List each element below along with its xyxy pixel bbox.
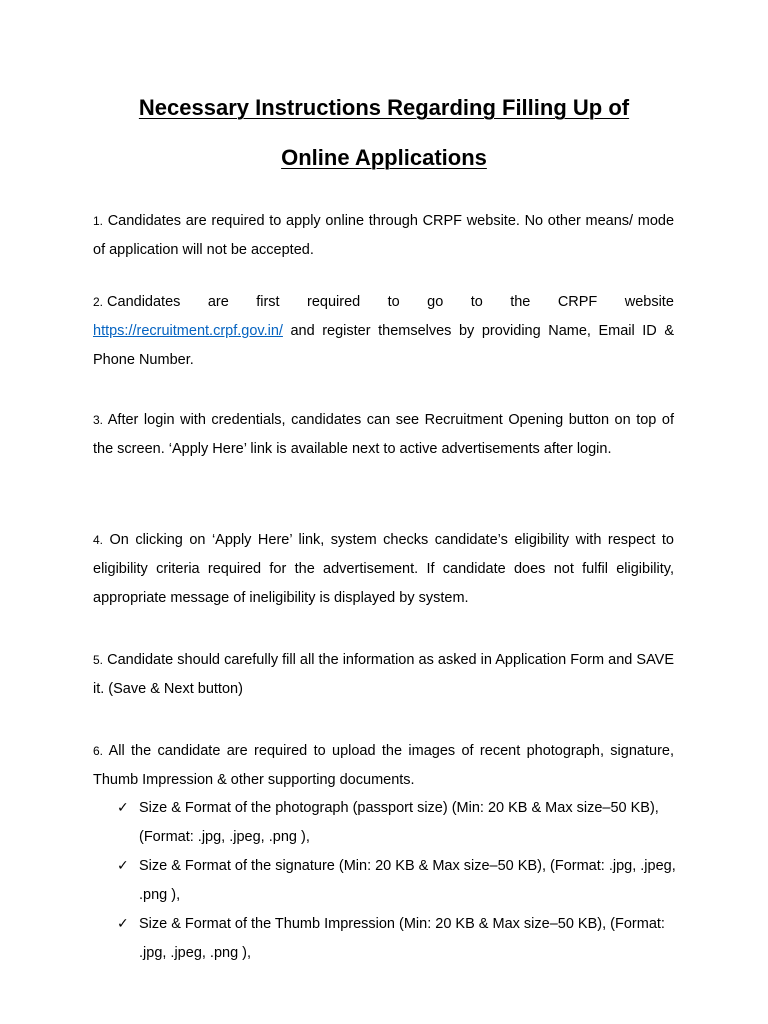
- item-2-rest: [93, 317, 674, 375]
- item-word: Candidates: [107, 294, 181, 310]
- item-text: Candidate should carefully fill all the information as asked in Application Form and SAVE it. (Save & Next button): [93, 652, 675, 697]
- checklist-text: Size & Format of the signature (Min: 20 KB & Max size–50 KB), (Format: .jpg, .jpeg, .png ),: [139, 858, 676, 903]
- instruction-item-4: [93, 526, 674, 613]
- item-word: are: [207, 294, 229, 310]
- item-number: 3.: [93, 413, 104, 427]
- item-word: website: [624, 294, 674, 310]
- upload-requirements-list: [117, 794, 687, 968]
- item-number: 2.: [93, 295, 104, 309]
- check-mark-icon: ✓: [117, 858, 129, 874]
- item-word: to: [470, 294, 483, 310]
- item-word: first: [256, 294, 280, 310]
- checklist-item: [117, 852, 687, 910]
- item-number: 6.: [93, 744, 104, 758]
- item-word: the: [510, 294, 531, 310]
- item-number: 5.: [93, 653, 104, 667]
- item-text: After login with credentials, candidates can see Recruitment Opening button on top of the screen. ‘Apply Here’ link is available next to active advertisements after login.: [93, 412, 674, 457]
- item-text: Candidates are required to apply online through CRPF website. No other means/ mode of application will not be accepted.: [93, 213, 675, 258]
- checklist-text: Size & Format of the photograph (passport size) (Min: 20 KB & Max size–50 KB), (Format: .jpg, .jpeg, .png ),: [139, 800, 659, 845]
- check-mark-icon: ✓: [117, 916, 129, 932]
- item-word: required: [307, 294, 361, 310]
- document-title-line-1: Necessary Instructions Regarding Filling Up of: [138, 95, 630, 120]
- item-text: On clicking on ‘Apply Here’ link, system checks candidate’s eligibility with respect to eligibility criteria required for the advertisement. If candidate does not fulfil eligibility, appropriate message of ineligibility is displayed by system.: [93, 532, 674, 606]
- item-word: go: [427, 294, 444, 310]
- item-number: 1.: [93, 214, 104, 228]
- document-title-line-2: Online Applications: [281, 145, 487, 170]
- instruction-item-3: [93, 406, 674, 464]
- instruction-item-2: [93, 288, 674, 375]
- checklist-text: Size & Format of the Thumb Impression (Min: 20 KB & Max size–50 KB), (Format: .jpg, .jpeg, .png ),: [139, 916, 665, 961]
- item-word: CRPF: [557, 294, 598, 310]
- checklist-item: [117, 794, 687, 852]
- instruction-item-6: [93, 737, 674, 795]
- instruction-item-1: [93, 207, 674, 265]
- item-number: 4.: [93, 533, 104, 547]
- item-text: and register themselves by providing Name, Email ID & Phone Number.: [93, 323, 674, 368]
- item-2-first-line: [93, 288, 674, 317]
- item-text: All the candidate are required to upload the images of recent photograph, signature, Thumb Impression & other supporting documents.: [93, 743, 674, 788]
- checklist-item: [117, 910, 687, 968]
- item-word: to: [387, 294, 400, 310]
- instruction-item-5: [93, 646, 674, 704]
- crpf-recruitment-link[interactable]: https://recruitment.crpf.gov.in/: [93, 323, 283, 339]
- check-mark-icon: ✓: [117, 800, 129, 816]
